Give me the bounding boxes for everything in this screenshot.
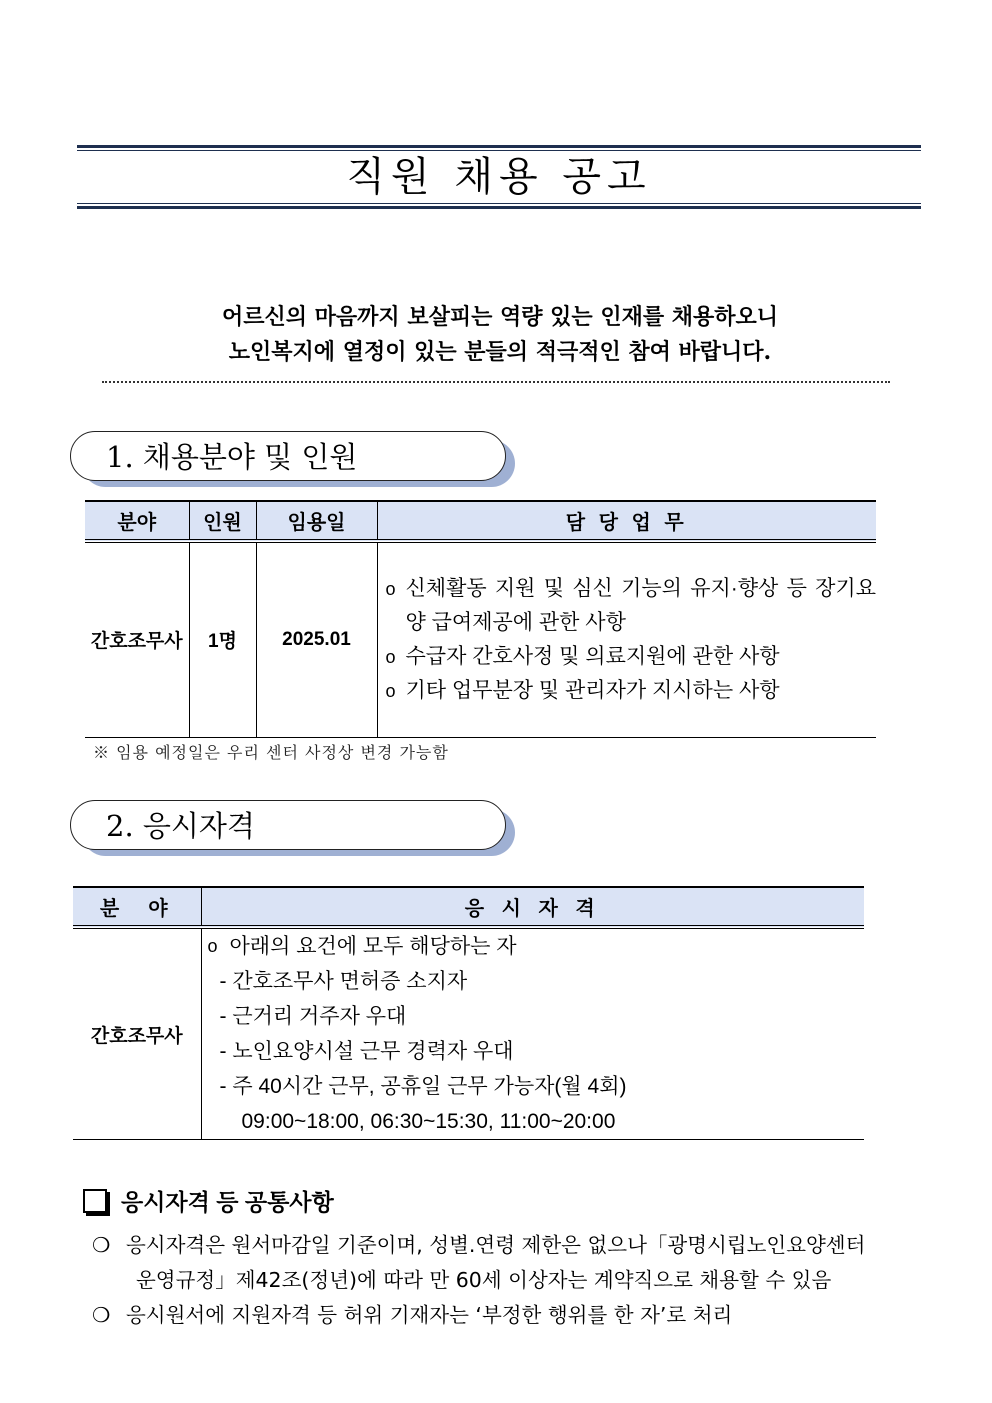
common-items xyxy=(92,1228,924,1333)
cell-field: 간호조무사 xyxy=(85,541,189,737)
header-count: 인원 xyxy=(189,501,256,541)
section-1-title: 1. 채용분야 및 인원 xyxy=(106,440,358,474)
duty-item: o 수급자 간호사정 및 의료지원에 관한 사항 xyxy=(386,640,877,674)
qualification-intro: o 아래의 요건에 모두 해당하는 자 xyxy=(208,929,865,964)
checkbox-icon xyxy=(83,1189,107,1213)
intro-text xyxy=(100,300,900,370)
common-item-1-line-2: 운영규정」제42조(정년)에 따라 만 60세 이상자는 계약직으로 채용할 수 있음 xyxy=(136,1268,832,1292)
common-item-2: 응시원서에 지원자격 등 허위 기재자는 ‘부정한 행위를 한 자’로 처리 xyxy=(126,1303,733,1327)
cell-duties xyxy=(377,541,876,737)
cell-qualifications xyxy=(201,927,864,1140)
common-section-title: 응시자격 등 공통사항 xyxy=(121,1189,334,1215)
list-item xyxy=(92,1298,924,1333)
duty-item: o 신체활동 지원 및 심신 기능의 유지·향상 등 장기요양 급여제공에 관한 사항 xyxy=(386,572,877,640)
circle-bullet-icon: ❍ xyxy=(92,1303,111,1327)
qualification-item: - 주 40시간 근무, 공휴일 근무 가능자(월 4회) xyxy=(219,1075,627,1098)
list-item xyxy=(92,1228,924,1298)
table-row xyxy=(73,927,864,1140)
dotted-divider xyxy=(102,381,890,383)
section-1-header-box xyxy=(70,431,506,481)
intro-line-2: 노인복지에 열정이 있는 분들의 적극적인 참여 바랍니다. xyxy=(228,339,772,365)
qualification-table xyxy=(73,886,864,1140)
qualification-table-header-row xyxy=(73,887,864,927)
qualification-item: - 노인요양시설 근무 경력자 우대 xyxy=(219,1040,514,1063)
circle-bullet-icon: ❍ xyxy=(92,1233,111,1257)
section-2-header-box xyxy=(70,800,506,850)
section-1-header xyxy=(70,431,515,487)
appointment-note: ※ 임용 예정일은 우리 센터 사정상 변경 가능함 xyxy=(93,743,449,762)
header-field: 분야 xyxy=(85,501,189,541)
header-duties: 담 당 업 무 xyxy=(377,501,876,541)
header-qualification: 응 시 자 격 xyxy=(201,887,864,927)
title-rule-top-thick xyxy=(77,145,921,148)
recruitment-table-header-row xyxy=(85,501,876,541)
table-row xyxy=(85,541,876,737)
section-2-title: 2. 응시자격 xyxy=(106,809,255,843)
recruitment-table xyxy=(85,500,876,738)
duty-item: o 기타 업무분장 및 관리자가 지시하는 사항 xyxy=(386,674,877,708)
section-2-header xyxy=(70,800,515,856)
title-rule-bottom-thick xyxy=(77,206,921,209)
header-date: 임용일 xyxy=(256,501,377,541)
cell-count: 1명 xyxy=(189,541,256,737)
title-block xyxy=(77,145,921,209)
header-field: 분 야 xyxy=(73,887,201,927)
common-section-header xyxy=(83,1184,334,1217)
work-hours: 09:00~18:00, 06:30~15:30, 11:00~20:00 xyxy=(241,1110,616,1133)
page-title: 직원 채용 공고 xyxy=(346,154,652,200)
qualification-item: - 근거리 거주자 우대 xyxy=(219,1005,407,1028)
intro-line-1: 어르신의 마음까지 보살피는 역량 있는 인재를 채용하오니 xyxy=(221,304,778,330)
qualification-item: - 간호조무사 면허증 소지자 xyxy=(219,970,468,993)
title-rule-bottom-thin xyxy=(77,203,921,204)
cell-field: 간호조무사 xyxy=(73,927,201,1140)
cell-date: 2025.01 xyxy=(256,541,377,737)
common-item-1-line-1: 응시자격은 원서마감일 기준이며, 성별.연령 제한은 없으나「광명시립노인요양센터 xyxy=(126,1233,866,1257)
